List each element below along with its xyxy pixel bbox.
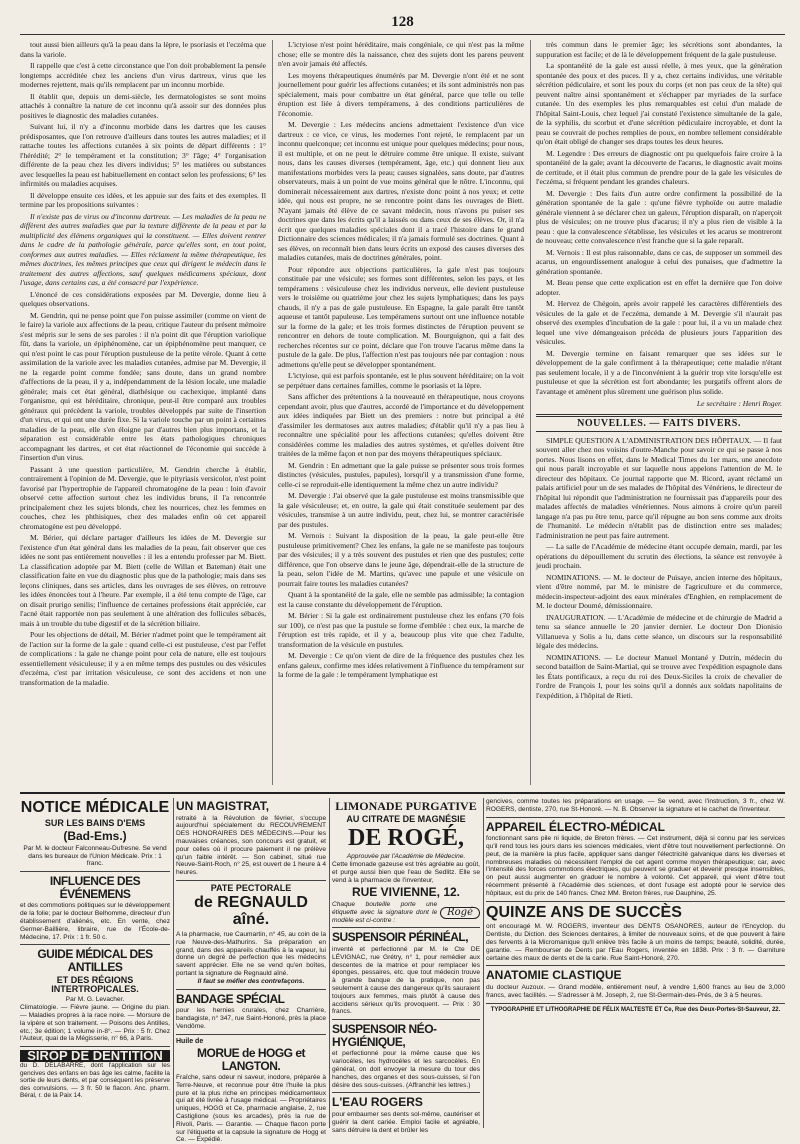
ad-column-3 [332,798,480,1134]
ad-subtitle: AU CITRATE DE MAGNÉSIE [346,813,466,824]
paragraph: Quant à la spontanéité de la gale, elle ne semble pas admissible; la contagion est la cause constante du développement de l'éruption. [278,590,524,609]
news-heading: NOUVELLES. — FAITS DIVERS. [536,414,782,432]
article-column-1 [20,40,266,785]
ad-text: Fraîche, sans odeur ni saveur, inodore, préparée à Terre-Neuve, et reconnue pour être l'huile la plus pure et la plus riche en principes médicamenteux qui ait été livrée à l'usage médical. — Propriétaires uniques, HOGG et Ce, pharmacie anglaise, 2, rue Castiglione (sous les arcades), près la rue de Rivoli, Paris. — Garantie. — Chaque flacon porte sur l'étiquette et la capsule la signature de Hogg et Ce. — Expédié. [176,1074,326,1144]
advertisements [20,792,785,1144]
ad-text: pour les hernies crurales, chez Charrière, bandagiste, n° 347, rue Saint-Honoré, près la place Vendôme. [176,1007,326,1030]
news-item: SIMPLE QUESTION A L'ADMINISTRATION DES HÔPITAUX. — Il faut souvent aller chez nos voisins d'outre-Manche pour savoir ce qui se passe à nos portes. Nous lisons en effet, dans le Medical Times du 1er mars, une anecdote qui nous paraît incroyable et sur laquelle nous appelons l'attention de M. le directeur des hôpitaux. Ce journal rapporte que M. Ricord, ayant réclamé un palais artificiel pour un de ses malades de l'hôpital des Vénériens, le directeur de l'hôpital lui répondit que l'administration ne fournissait pas d'appareils pour des malades affectés de maladies vénériennes. Nous aimons à croire qu'un pareil langage n'a pas pu être tenu, parce qu'il répugne au bon sens comme aux droits de l'humanité. Le médecin n'établit pas de distinction entre ses malades; l'administration ne peut pas faire autrement. [536,435,782,540]
divider [486,817,785,818]
ad-author: Par M. G. Levacher. [65,996,125,1004]
ad-title: GUIDE MÉDICAL DES ANTILLES [37,947,153,974]
article-column-2 [278,40,524,785]
paragraph: Les moyens thérapeutiques énumérés par M. Devergie n'ont été et ne sont journellement pour guérir les affections cutanées; et ils sont administrés non pas spécialement, mais pour combattre un état général, parce que telle ou telle éruption est liée à divers tempéramens, à des conditions particulières de l'économie. [278,70,524,118]
divider [486,901,785,902]
paragraph: M. Devergie : Les médecins anciens admettaient l'existence d'un vice dartreux : ce vice, ce virus, les modernes l'ont rejeté, le remplacent par un inconnu quelconque; cet inconnu est unique pour quelques médecins; pour nous, il est multiple, et on ne peut le détruire comme être unique. Il existe, suivant nous, dans les causes diverses (tempérament, âge, etc.) qui donnent lieu aux manifestations morbides vers la peau; causes signalées, sans doute, par d'autres observateurs, mais à un point de vue moins général que le nôtre. L'inconnu, qui dominerait nécessairement aux dartres, n'existe donc point à nos yeux; et cette idée, qui nous est propre, ne se rencontre point dans les ouvrages de Biett. N'ayant jamais été élève de ce savant médecin, nous n'avons pu puiser ses doctrines que dans les écrits qu'il a laissés ou dans ceux de ses élèves. Or, il n'a écrit que quelques maladies spéciales dont il a tracé l'histoire dans le grand Dictionnaire des sciences médicales; il n'a jamais formulé ses doctrines. Quant à ses élèves, on reconnaît bien dans leurs écrits un exposé des causes diverses des maladies cutanées, mais de doctrines générales, point. [278,120,524,262]
ad-subtitle: ET DES RÉGIONS INTERTROPICALES. [51,974,139,995]
ad-text: gencives, comme toutes les préparations en usage. — Se vend, avec l'instruction, 3 fr., chez W. ROGERS, dentiste, 270, rue St-Honoré. — N. B. Observer la signature et le cachet de l'inventeur. [486,798,785,813]
ad-title: MORUE de HOGG et LANGTON. [196,1045,305,1073]
article-column-3 [536,40,782,785]
paragraph: M. Hervez de Chégoin, après avoir rappelé les caractères différentiels des vésicules de la gale et de l'eczéma, demande à M. Devergie s'il n'aurait pas observé des exemples d'incubation de la gale : pour lui, il a vu un malade chez lequel une vive démangeaison précéda de plusieurs jours l'apparition des vésicules. [536,299,782,346]
paragraph: Pour les objections de détail, M. Bérier n'admet point que le tempérament ait de l'action sur la forme de la gale : quand celle-ci est pustuleuse, c'est par l'effet de complications : la gale ne change point pour cela de nature, elle est toujours essentiellement vésiculeuse; il y a en même temps des pustules ou des vésicules d'eczéma, c'est par irritation vésiculeuse, ce sont des accidens et non une transformation de la maladie. [20,630,266,687]
printer-imprint: TYPOGRAPHIE ET LITHOGRAPHIE DE FÉLIX MALTESTE ET Ce, Rue des Deux-Portes-St-Sauveur, 22. [490,1006,781,1013]
paragraph: M. Vernois : Suivant la disposition de la peau, la gale peut-elle être pustuleuse primitivement? Chez les enfans, la gale ne se manifeste pas toujours par des vésicules; il y a très souvent des pustules et rien que des pustules; cette différence, que l'on observe dans le jeune âge, dépendrait-elle de la structure de la peau, selon l'idée de M. Martins, qu'avec une papule et une vésicule on pourrait faire toutes les maladies cutanées? [278,531,524,588]
ad-title: UN MAGISTRAT, [176,799,270,813]
divider [486,965,785,966]
ad-title: BANDAGE SPÉCIAL [176,991,285,1006]
ad-text: retraité à la Révolution de février, s'occupe aujourd'hui spécialement du RECOUVREMENT DES HONORAIRES DES MÉDECINS.—Pour les mauvaises créances, son concours est gratuit, et pour celles où il procure paiement il ne prélève qu'un faible intérêt. — Son cabinet, situé rue Neuve-Saint-Roch, n° 25, est ouvert de 1 heure à 4 heures. [176,814,326,877]
ad-title: NOTICE MÉDICALE [20,799,170,816]
ad-text: inventé et perfectionné par M. le Cte DE LÉVIGNAC, rue Grétry, n° 1, pour remédier aux descentes de la matrice et pour remplacer les éponges, pessaires, etc. que tout médecin trouve à grande banque de la pratique, non pas seulement à cause des dangereux qu'ils sauraient toujours aux femmes, mais plutôt à cause des accidens sérieux qu'ils provoquent. — Prix : 30 francs. [332,945,480,1016]
newspaper-page [20,0,785,1144]
ad-text: du docteur Auzoux. — Grand modèle, entièrement neuf, à vendre 1,600 francs au lieu de 3,000 francs, avec facilités. — S'adresser à M. Joseph, 2, rue St-Germain-des-Prés, de 3 à 5 heures. [486,983,785,999]
ad-text: et des commotions politiques sur le développement de la folie; par le docteur Belhomme, directeur d'un établissement d'aliénés, etc. En vente, chez Germer-Baillière, libraire, rue de l'École-de-Médecine, 17. Prix : 1 fr. 50 c. [20,902,170,941]
paragraph: L'énoncé de ces considérations exposées par M. Devergie, donne lieu à quelques observations. [20,289,266,308]
ad-text: ont encouragé M. W. ROGERS, inventeur des DENTS OSANORES, auteur de l'Encyclop. du Dentiste, du Diction. des Sciences dentaires, à limiter de nouveaux soins, et de que pouvent à faire des fervents à la Micromanique qu'il enlève très facile à un moins de temps; beauté, solidité, durée, garantie. — Rembourser de Dents par l'Eau Rogers, inventée en 1838. Prix : 3 fr. — Garniture certaine des maux de dents et de la carie. Rue Saint-Honoré, 270. [486,923,785,962]
ad-title: L'EAU ROGERS [332,1095,423,1110]
ad-text: Climatologie. — Fièvre jaune. — Origine du pian. — Maladies propres à la race noire. — Morsure de la vipère et son traitement. — Poisons des Antilles, etc.; 3e édition; 1 volume in-8°. — Prix : 5 fr. Chez l'Auteur, quai de la Mégisserie, n° 66, à Paris. [20,1004,170,1043]
ad-text: pour embaumer ses dents sol-même, cautériser et guérir la dent cariée. Emploi facile et agréable, sans détruire la dent et brûler les [332,1110,480,1134]
paragraph: M. Vernois : Il est plus raisonnable, dans ce cas, de supposer un sommeil des acarus, un engourdissement analogue à celui des punaises, que d'admettre la génération spontanée. [536,247,782,276]
ad-approval: Approuvée par l'Académie de Médecine. [346,853,466,861]
ad-title: APPAREIL ÉLECTRO-MÉDICAL [486,819,665,834]
ad-divider [329,798,330,1128]
ad-prefix: Huile de [176,1037,204,1045]
paragraph: Il n'existe pas de virus ou d'inconnu dartreux. — Les maladies de la peau ne diffèrent des autres maladies que par la texture différente de la peau et par la multiplicité des élémens organiques qui la constituent. — Elles doivent rentrer dans le cadre de la pathologie générale, parce qu'elles sont, en tout point, conformes aux autres maladies. — Elles réclament la même thérapeutique, les mêmes doctrines, les mêmes principes que ceux qui dirigent le médecin dans le traitement des autres affections, sauf quelques médicamens spéciaux, dont l'usage, dans certains cas, a été consacré par l'expérience. [20,211,266,287]
divider [176,880,326,881]
ad-subtitle: (Bad-Ems.) [63,829,127,844]
divider [332,927,480,928]
page-number: 128 [391,14,414,30]
divider [20,944,170,945]
divider [20,1046,170,1047]
ad-text: fonctionnant sans pile ni liquide, de Breton frères. — Cet instrument, déjà si connu par les services qu'il rend tous les jours dans les sciences médicales, vient d'être tout nouvellement perfectionné. On peut, de la manière la plus facile, appliquer sans danger l'électricité galvanique dans les diverses et nombreuses maladies où nécessitent l'emploi de cet agent comme moyen thérapeutique; car, avec l'intensité des forces commotions électriques, qui peuvent se graduer et devenir presque insensibles, on peut aussi augmenter en graduer le nombre à volonté. Cet appareil, qui vient d'être tout récemment présenté à l'Académie des sciences, et dont l'usage est adopté pour le service des hôpitaux, est du prix de 140 francs. Chez MM. Breton frères, rue Dauphine, 25. [486,835,785,897]
ad-column-2 [176,798,326,1144]
header-rule [20,34,785,35]
signature-stamp: Rogé [440,907,480,919]
ad-text: Cette limonade gazeuse est très agréable au goût, et purge aussi bien que l'eau de Sedlitz. Elle se vend à la pharmacie de l'inventeur, [332,861,480,884]
paragraph: Passant à une question particulière, M. Gendrin cherche à établir, contrairement à l'opinion de M. Devergie, que le pityriasis versicolor, n'est point favorisé par l'hypertrophie de l'appareil chromatogène de la peau : loin d'avoir observé cette affection surtout chez les individus bruns, il l'a rencontrée principalement chez les sujets blonds, chez les nourrices, chez les femmes en couches, chez les phthisiques, chez des malades enfin où cet appareil chromatogène est peu développé. [20,464,266,531]
ad-title: ANATOMIE CLASTIQUE [486,968,622,983]
paragraph: La spontanéité de la gale est aussi réelle, à mes yeux, que la génération spontanée des poux et des puces. Il y a, chez certains individus, une véritable sécrétion pédiculaire, et sont les poux du corps (et non pas ceux de la tête) qui peuvent naître ainsi spontanément et s'échapper par myriades de la surface cutanée. Un des exemples les plus remarquables est celui d'un malade de l'hôpital Saint-Louis, chez lequel j'ai constaté l'existence simultanée de la gale, de la syphilis, du scorbut et d'une sécrétion pédiculaire incroyable, et dont la peau se couvrait de poches remplies de poux, en nombre tellement considérable qu'on était obligé de changer ses draps toutes les deux heures. [536,61,782,146]
paragraph: M. Legendre : Des erreurs de diagnostic ont pu quelquefois faire croire à la spontanéité de la gale; avant la découverte de l'acarus, le diagnostic avait moins de certitude, et il était plus commun de prendre pour de la gale les vésicules de l'eczéma, si fréquent pendant les grandes chaleurs. [536,148,782,186]
ad-label: PATE PECTORALE [210,882,292,893]
paragraph: L'ictyiose n'est point héréditaire, mais congéniale, ce qui n'est pas la même chose; elle se montre dès la naissance, chez des sujets dont les parens peuvent n'en avoir jamais été affectés. [278,40,524,68]
ad-divider [483,798,484,1128]
ad-subtitle: SUR LES BAINS D'EMS [44,817,146,828]
ad-column-4 [486,798,785,1128]
paragraph: M. Devergie : Des faits d'un autre ordre confirment la possibilité de la génération spontanée de la gale : qu'une fièvre typhoïde ou autre maladie générale viennent à se déclarer chez un galeux, l'éruption disparaît, on n'aperçoit plus de vésicules; on ne trouve plus d'acarus; il n'y a plus rien de visible à la peau : que la convalescence s'établisse, les vésicules et les acarus se montreront de nouveau; cette convalescence n'est franche que si la gale reparaît. [536,188,782,245]
paragraph: Il rappelle que c'est à cette circonstance que l'on doit probablement la pensée longtemps accréditée chez les anciens d'un virus dartreux, virus que les modernes rejettent, mais qu'ils remplacent par un inconnu morbide. [20,61,266,89]
paragraph: M. Devergie : J'ai observé que la gale pustuleuse est moins transmissible que la gale vésiculeuse; et, en outre, la gale qui était constituée seulement par des vésicules, transmise à un autre individu, peut, chez lui, se montrer caractérisée par des pustules. [278,491,524,529]
divider [176,989,326,990]
divider [486,1003,785,1004]
divider [332,1092,480,1093]
divider [176,1034,326,1035]
ad-text: A la pharmacie, rue Caumartin, n° 45, au coin de la rue Neuve-des-Mathurins. Sa préparation en grand, dans des appareils chauffés à la vapeur, lui donne un degré de perfection que les médecins savent apprécier. Elle ne se vend qu'en boîtes, portant la signature de Regnauld aîné. [176,931,326,977]
ad-title-large: DE ROGÉ, [347,825,464,852]
paragraph: M. Bérier, qui déclare partager d'ailleurs les idées de M. Devergie sur l'existence d'un état général dans les maladies de la peau, fait observer que ces idées ne sont pas entièrement nouvelles : il les a entendu professer par M. Biett. La classification adoptée par M. Biett (celle de Willan et Bateman) était une classification faite en vue du diagnostic plus que de la pathologie; mais dans ses leçons cliniques, dans ses articles, dans les ouvrages de ses élèves, on retrouve les idées énoncées tout à l'heure. Par exemple, il a été tenu compte de l'âge, car on disait prurigo senilis; l'influence de certaines professions était appréciée, car l'acné était rapportée non pas seulement à une altération des follicules sébacés, mais à un trouble du tube digestif et de la sécrétion biliaire. [20,533,266,628]
divider [332,1019,480,1020]
news-item: — La salle de l'Académie de médecine étant occupée demain, mardi, par les opérations du dépouillement du scrutin des élections, la séance est renvoyée à jeudi prochain. [536,542,782,570]
ad-title-inverted: SIROP DE DENTITION [20,1050,170,1062]
ad-column-1 [20,798,170,1128]
paragraph: Suivant lui, il n'y a d'inconnu morbide dans les dartres que les causes prédisposantes, que l'on retrouve d'ailleurs dans toutes les autres maladies; et il rattache toutes les affections cutanées à six points de départ différents : 1° l'hérédité; 2° le tempérament et la constitution; 3° l'âge; 4° l'organisation différente de la peau chez les divers individus; 5° les matières ou substances avec lesquelles la peau est habituellement en contact selon les professions; 6° les infirmités ou maladies acquises. [20,122,266,188]
ad-title: de REGNAULD aîné. [194,894,308,929]
ad-address: RUE VIVIENNE, 12. [351,885,461,900]
divider [20,871,170,872]
ad-title: INFLUENCE DES ÉVÉNEMENS [49,874,141,901]
news-item: INAUGURATION. — L'Académie de médecine et de chirurgie de Madrid a tenu sa séance annuelle le 20 janvier dernier. Le docteur Don Dionisio Villanueva y Solis a lu, dans cette séance, un discours sur la responsabilité légale des médecins. [536,612,782,650]
ad-title: QUINZE ANS DE SUCCÈS [486,903,682,921]
paragraph: Il développe ensuite ces idées, et les appuie sur des faits et des exemples. Il termine par les propositions suivantes : [20,190,266,209]
ad-text: et perfectionné pour la même cause que les variocèles, les hydrocèles et les sarcocèles. En général, on doit envoyer la mesure du tour des hanches, des organes et des sous-cuisses, si l'on désire des sous-cuisses. (Affranchir les lettres.) [332,1050,480,1089]
news-item: NOMINATIONS. — M. le docteur de Puisaye, ancien interne des hôpitaux, vient d'être nommé, par M. le ministre de l'agriculture et du commerce, médecin-inspecteur-adjoint des eaux minérales d'Enghien, en remplacement de M. le docteur Doumé, démissionnaire. [536,572,782,610]
news-item: NOMINATIONS. — Le docteur Manuel Montané y Dutrin, médecin du second bataillon de Saint-Martial, qui se trouve avec l'expédition espagnole dans les États pontificaux, a reçu du roi des Deux-Siciles la croix de chevalier de l'ordre de François I, pour les soins qu'il a donnés aux soldats napolitains de l'expédition, à l'hôpital de Rieti. [536,652,782,700]
ad-text: Par M. le docteur Falconneau-Dufresne. Se vend dans les bureaux de l'Union Médicale. Prix : 1 franc. [23,844,167,868]
ad-text: du D. DELABARRE, dont l'application sur les gencives des enfans en bas âge les calme, facilite la sortie de leurs dents, et par conséquent les préserve des convulsions. — 3 fr. 50 le flacon. Anc. pharm. Béral, r. de la Paix 14. [20,1062,170,1100]
ad-text: Chaque bouteille porte une étiquette avec la signature dont le modèle est ci-contre : [332,901,438,924]
ad-warning: Il faut se méfier des contrefaçons. [197,977,305,985]
paragraph: M. Gendrin : En admettant que la gale puisse se présenter sous trois formes distinctes (vésicules, pustules, papules), lorsqu'il y a transmission d'une forme, celle-ci se reproduit-elle identiquement la même chez un autre individu? [278,460,524,489]
ad-title: SUSPENSOIR PÉRINÉAL, [332,930,469,945]
ad-signature-row [332,901,480,924]
paragraph: M. Gendrin, qui ne pense point que l'on puisse assimiler (comme on vient de le faire) la variole aux affections de la peau, critique l'auteur du présent mémoire s'est mépris sur le sens de ses paroles : il n'a point dit que l'éruption variolique fût, dans la variole, un épiphénomène, car un épiphénomène peut manquer, ce qui n'est point le cas pour l'éruption pustuleuse de la petite vérole. Quant à cette assimilation de la variole avec les maladies cutanées, admise par M. Devergie, il ne la regarde point comme fondée; sans doute, dans un grand nombre d'affections de la peau, il y a, indépendamment de la lésion locale, une maladie générale; mais cet état général, diathésique ou cachexique, implanté dans l'organisme, qui est héréditaire, chronique, peut-il être comparé aux troubles généraux qui précèdent la variole, troubles développés par suite de l'insertion d'un virus, et qui ont une durée fixe. Si la variole touche par un point à certaines maladies de la peau, elle s'en éloigne par d'autres bien plus importans, et la séparation est considérable entre les états pathologiques chroniques accompagnant les dartres, et cet état réactionnel de l'économie qui succède à l'insertion d'un virus. [20,310,266,462]
ad-title: LIMONADE PURGATIVE [335,799,477,813]
column-divider [272,40,273,785]
paragraph: L'ictyiose, qui est parfois spontanée, est le plus souvent héréditaire; on la voit se perpétuer dans certaines familles, comme le psoriasis et la lèpre. [278,371,524,390]
paragraph: Il établit que, depuis un demi-siècle, les dermatologistes se sont moins attachés à connaître la nature de cet inconnu qu'à assoir sur des données plus positives le diagnostic des maladies cutanées. [20,91,266,120]
paragraph: M. Devergie : Ce qu'on vient de dire de la fréquence des pustules chez les enfans galeux, confirme mes idées relativement à l'influence du tempérament sur la forme de la gale : le tempérament lymphatique est [278,651,524,679]
paragraph: Pour répondre aux objections particulières, la gale n'est pas toujours constituée par une vésicule; ses formes sont différentes, selon les pays, et les tempéramens : vésiculeuse chez les individus nerveux, elle devient pustuleuse vers le troisième ou quatrième jour chez les sujets lymphatiques; dans les pays chauds, il n'y a pas de gale pustuleuse. En Espagne, la gale paraît être tantôt aqueuse et tantôt papuleuse. Les tempéramens surtout ont une influence notable sur la forme de la gale; et les trois formes distinctes de l'éruption peuvent se rencontrer en dehors de toute complication. M. Bourguignon, qui a fait des recherches récentes sur ce point, déclare que l'on trouve l'acarus même dans la pustule de la gale. De plus, l'affection n'est pas toujours née par contagion : nous admettons qu'elle peut se développer spontanément. [278,264,524,369]
ad-title: SUSPENSOIR NÉO-HYGIÉNIQUE, [332,1022,437,1049]
column-divider [530,40,531,785]
paragraph: Sans afficher des prétentions à la nouveauté en thérapeutique, nous croyons cependant avoir, plus que d'autres, accordé de l'importance et du développement aux idées indiquées par Biett un des premiers : notre but principal a été d'assimiler les dermatoses aux autres maladies; d'établir qu'il n'y a pas lieu à reconnaître une spécialité pour les affections cutanées; qu'elles doivent être considérées comme les maladies des autres systèmes, et qu'elles doivent être traitées de la même façon et non par des moyens thérapeutiques spéciaux. [278,392,524,458]
secretary-signature: Le secrétaire : Henri Roger. [696,399,782,408]
paragraph: M. Bérier : Si la gale est ordinairement pustuleuse chez les enfans (70 fois sur 100), ce n'est pas que la pustule se forme d'emblée : chez eux, la marche de l'éruption est très rapide, et il y a, beaucoup plus vite que chez l'adulte, transformation de la vésicule en pustules. [278,611,524,649]
ad-divider [173,798,174,1128]
paragraph: tout aussi bien ailleurs qu'à la peau dans la lèpre, le psoriasis et l'eczéma que dans la variole. [20,40,266,59]
paragraph: très commun dans le premier âge; les sécrétions sont abondantes, la suppuration est facile; et de là le développement fréquent de la gale pustuleuse. [536,40,782,59]
paragraph: M. Devergie termine en faisant remarquer que ses idées sur le développement de la gale confirment à la thérapeutique; cette maladie n'étant pas seulement locale, il y a de l'inconvénient à la guérir trop vite lorsqu'elle est pustuleuse et que la sécrétion est fort abondante; les purgatifs offrent alors de l'avantage et amènent plus sûrement une guérison plus solide. [536,348,782,396]
paragraph: M. Beau pense que cette explication est en effet la dernière que l'on doive adopter. [536,278,782,297]
